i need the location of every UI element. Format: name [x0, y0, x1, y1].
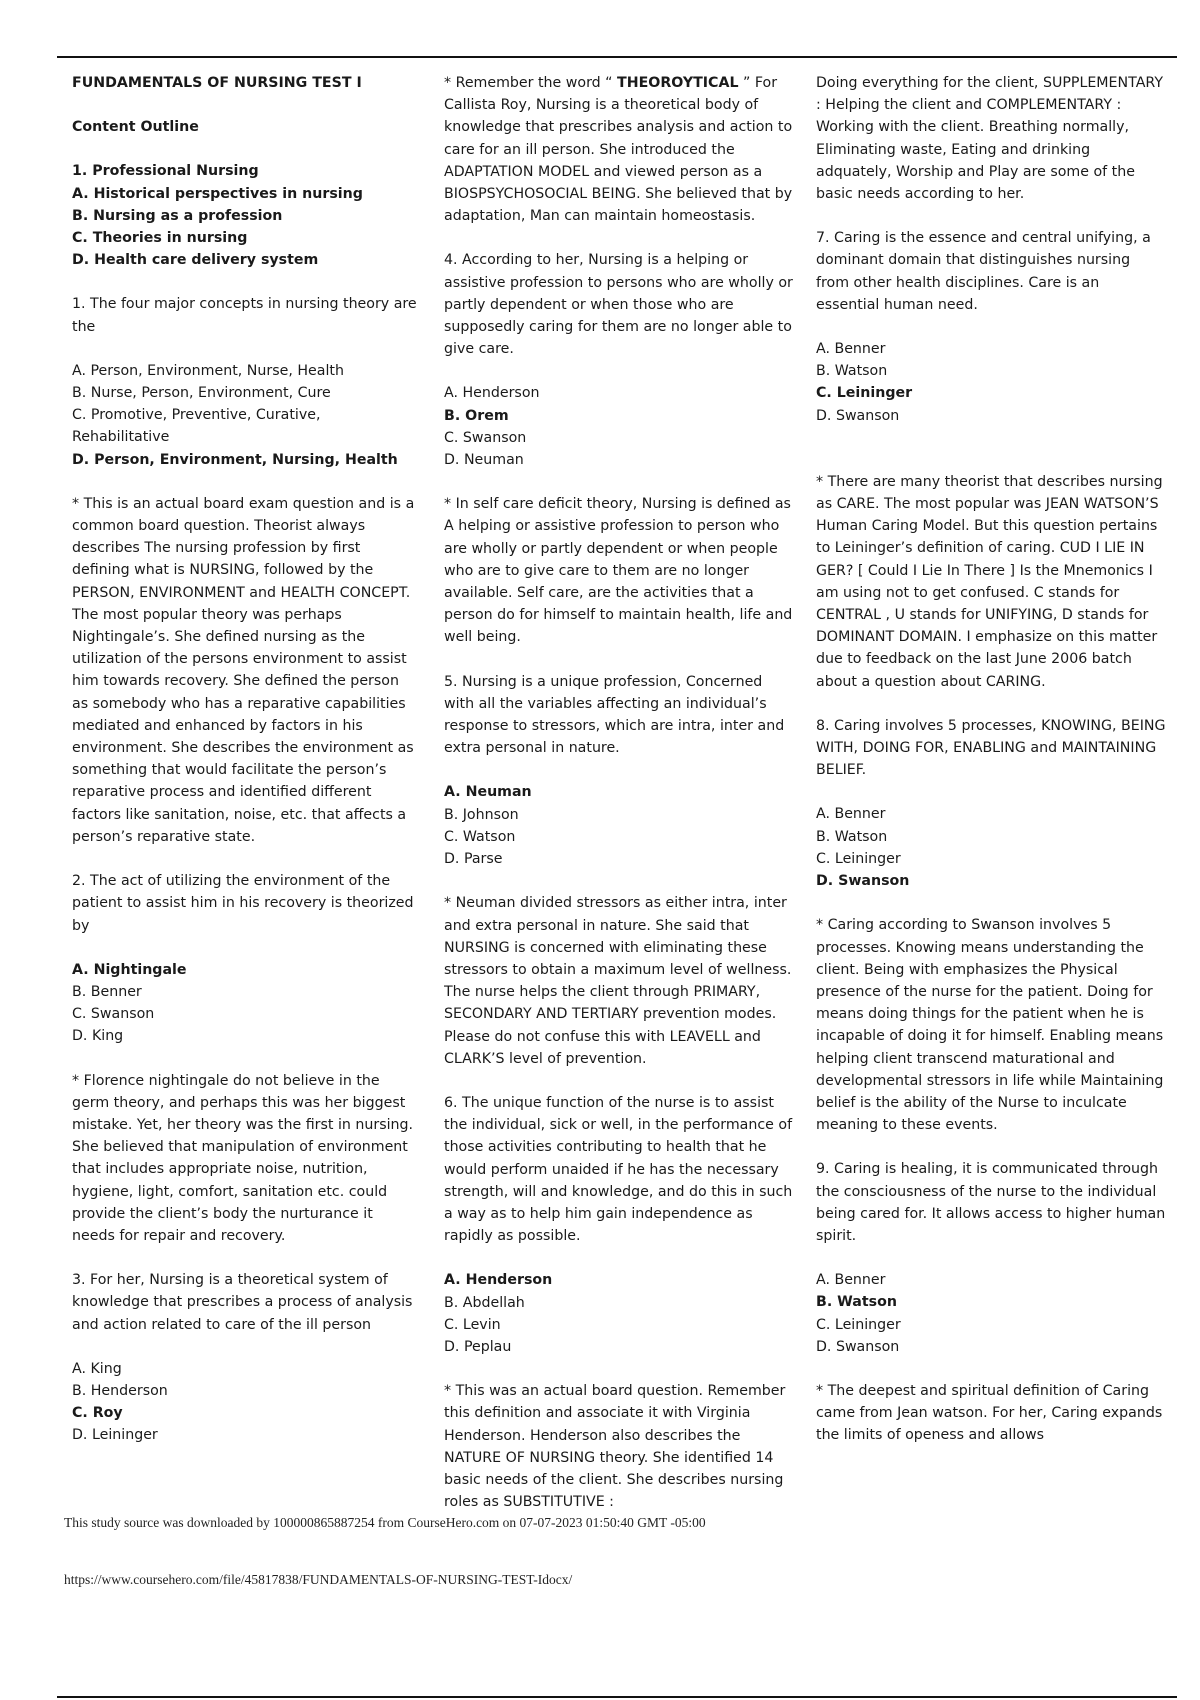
option: B. Watson	[816, 828, 888, 845]
outline-item: A. Historical perspectives in nursing	[72, 185, 363, 202]
option: D. Leininger	[72, 1427, 158, 1444]
option: C. Promotive, Preventive, Curative, Rehabilitative	[72, 407, 321, 446]
question-1-options	[72, 360, 418, 471]
rationale-3-text: ” For Callista Roy, Nursing is a theoretical body of knowledge that prescribes analysis and action to care for an ill person. She introduced the ADAPTATION MODEL and viewed person as a BIOSPSYCHOSOCIAL BEING. She believed that by adaptation, Man can maintain homeostasis.	[444, 75, 793, 225]
rationale-3-prefix: * Remember the word “	[444, 75, 618, 91]
option: A. Benner	[816, 1272, 886, 1289]
outline-item: 1. Professional Nursing	[72, 163, 259, 180]
option: C. Leininger	[816, 850, 901, 867]
correct-option: B. Watson	[816, 1294, 897, 1311]
rationale-7: * There are many theorist that describes nursing as CARE. The most popular was JEAN WATSON’S Human Caring Model. But this question pertains to Leininger’s definition of caring. CUD I LIE IN GER? [ Could I Lie In There ] Is the Mnemonics I am using not to get confused. C stands for CENTRAL , U stands for UNIFYING, D stands for DOMINANT DOMAIN. I emphasize on this matter due to feedback on the last June 2006 batch about a question about CARING.	[816, 473, 1163, 690]
top-rule	[57, 56, 1177, 58]
option: C. Levin	[444, 1316, 501, 1333]
rationale-1: * This is an actual board exam question and is a common board question. Theorist always describes The nursing profession by first defining what is NURSING, followed by the PERSON, ENVIRONMENT and HEALTH CONCEPT. The most popular theory was perhaps Nightingale’s. She defined nursing as the utilization of the persons environment to assist him towards recovery. She defined the person as somebody who has a reparative capabilities mediated and enhanced by factors in his environment. She describes the environment as something that would facilitate the person’s reparative process and identified different factors like sanitation, noise, etc. that affects a person’s reparative state.	[72, 495, 415, 845]
option: D. Swanson	[816, 407, 900, 424]
column-1	[72, 72, 418, 1512]
correct-option: A. Nightingale	[72, 961, 187, 978]
question-2-options	[72, 959, 418, 1048]
question-9-options	[816, 1269, 1166, 1358]
question-3: 3. For her, Nursing is a theoretical system of knowledge that prescribes a process of analysis and action related to care of the ill person	[72, 1272, 413, 1333]
correct-option: A. Neuman	[444, 784, 532, 801]
rationale-2: * Florence nightingale do not believe in the germ theory, and perhaps this was her biggest mistake. Yet, her theory was the first in nursing. She believed that manipulation of environment that includes appropriate noise, nutrition, hygiene, light, comfort, sanitation etc. could provide the client’s body the nurturance it needs for repair and recovery.	[72, 1072, 414, 1244]
question-8: 8. Caring involves 5 processes, KNOWING, BEING WITH, DOING FOR, ENABLING and MAINTAINING BELIEF.	[816, 717, 1166, 779]
correct-option: D. Swanson	[816, 873, 910, 890]
option: A. Benner	[816, 806, 886, 823]
question-2: 2. The act of utilizing the environment of the patient to assist him in his recovery is theorized by	[72, 873, 414, 934]
option: B. Benner	[72, 983, 142, 1000]
option: D. Neuman	[444, 452, 524, 469]
rationale-5: * Neuman divided stressors as either intra, inter and extra personal in nature. She said that NURSING is concerned with eliminating these stressors to obtain a maximum level of wellness. The nurse helps the client through PRIMARY, SECONDARY AND TERTIARY prevention modes. Please do not confuse this with LEAVELL and CLARK’S level of prevention.	[444, 895, 792, 1067]
column-3	[816, 72, 1166, 1517]
correct-option: D. Person, Environment, Nursing, Health	[72, 451, 398, 468]
question-4-options	[444, 382, 794, 471]
question-5: 5. Nursing is a unique profession, Concerned with all the variables affecting an individual’s response to stressors, which are intra, inter and extra personal in nature.	[444, 673, 785, 757]
option: A. Person, Environment, Nurse, Health	[72, 362, 344, 379]
rationale-6-continued: Doing everything for the client, SUPPLEMENTARY : Helping the client and COMPLEMENTARY : Working with the client. Breathing normally, Eliminating waste, Eating and drinking adquately, Worship and Play are some of the basic needs according to her.	[816, 75, 1164, 203]
rationale-9: * The deepest and spiritual definition of Caring came from Jean watson. For her, Caring expands the limits of openess and allows	[816, 1382, 1163, 1444]
source-url[interactable]: https://www.coursehero.com/file/45817838/FUNDAMENTALS-OF-NURSING-TEST-Idocx/	[64, 1572, 573, 1587]
correct-option: C. Roy	[72, 1405, 123, 1422]
download-notice: This study source was downloaded by 100000865887254 from CourseHero.com on 07-07-2023 01:50:40 GMT -05:00	[64, 1515, 706, 1530]
rationale-8: * Caring according to Swanson involves 5 processes. Knowing means understanding the client. Being with emphasizes the Physical presence of the nurse for the patient. Doing for means doing things for the patient when he is incapable of doing it for himself. Enabling means helping client transcend maturational and developmental stressors in life while Maintaining belief is the ability of the Nurse to inculcate meaning to these events.	[816, 917, 1164, 1134]
outline-item: B. Nursing as a profession	[72, 207, 283, 224]
content-outline-heading: Content Outline	[72, 119, 199, 136]
option: A. Benner	[816, 341, 886, 358]
question-7-options	[816, 338, 1166, 427]
rationale-3	[444, 72, 794, 227]
option: B. Johnson	[444, 806, 519, 823]
option: B. Abdellah	[444, 1294, 525, 1311]
rationale-4: * In self care deficit theory, Nursing is defined as A helping or assistive profession to person who are wholly or partly dependent or when people who are to give care to them are no longer available. Self care, are the activities that a person do for himself to maintain health, life and well being.	[444, 496, 793, 646]
rationale-3-keyword: THEOROYTICAL	[617, 75, 739, 91]
question-6-options	[444, 1269, 794, 1358]
option: A. Henderson	[444, 385, 540, 402]
correct-option: A. Henderson	[444, 1272, 553, 1289]
question-9: 9. Caring is healing, it is communicated through the consciousness of the nurse to the individual being cared for. It allows access to higher human spirit.	[816, 1161, 1166, 1244]
option: D. Peplau	[444, 1338, 512, 1355]
option: D. Parse	[444, 851, 503, 868]
option: D. King	[72, 1028, 124, 1045]
option: C. Leininger	[816, 1316, 901, 1333]
content-outline	[72, 160, 418, 271]
question-1: 1. The four major concepts in nursing theory are the	[72, 296, 417, 335]
bottom-rule	[57, 1696, 1177, 1698]
question-6: 6. The unique function of the nurse is to assist the individual, sick or well, in the performance of those activities contributing to health that he would perform unaided if he has the necessary strength, will and knowledge, and do this in such a way as to help him gain independence as rapidly as possible.	[444, 1094, 793, 1245]
document-title: FUNDAMENTALS OF NURSING TEST I	[72, 75, 362, 91]
question-7: 7. Caring is the essence and central unifying, a dominant domain that distinguishes nursing from other health disciplines. Care is an essential human need.	[816, 230, 1151, 313]
column-2	[444, 72, 794, 1517]
option: C. Swanson	[72, 1006, 155, 1023]
correct-option: C. Leininger	[816, 385, 913, 402]
option: A. King	[72, 1360, 122, 1377]
option: B. Watson	[816, 363, 888, 380]
question-5-options	[444, 781, 794, 870]
rationale-6: * This was an actual board question. Remember this definition and associate it with Virginia Henderson. Henderson also describes the NATURE OF NURSING theory. She identified 14 basic needs of the client. She describes nursing roles as SUBSTITUTIVE :	[444, 1383, 786, 1511]
option: D. Swanson	[816, 1338, 900, 1355]
question-4: 4. According to her, Nursing is a helping or assistive profession to persons who are wholly or partly dependent or when those who are supposedly caring for them are no longer able to give care.	[444, 252, 793, 358]
option: B. Henderson	[72, 1382, 168, 1399]
outline-item: C. Theories in nursing	[72, 230, 248, 247]
option: C. Watson	[444, 828, 516, 845]
question-8-options	[816, 803, 1166, 892]
correct-option: B. Orem	[444, 407, 509, 424]
outline-item: D. Health care delivery system	[72, 252, 319, 269]
option: B. Nurse, Person, Environment, Cure	[72, 385, 331, 402]
question-3-options	[72, 1358, 418, 1447]
option: C. Swanson	[444, 429, 527, 446]
